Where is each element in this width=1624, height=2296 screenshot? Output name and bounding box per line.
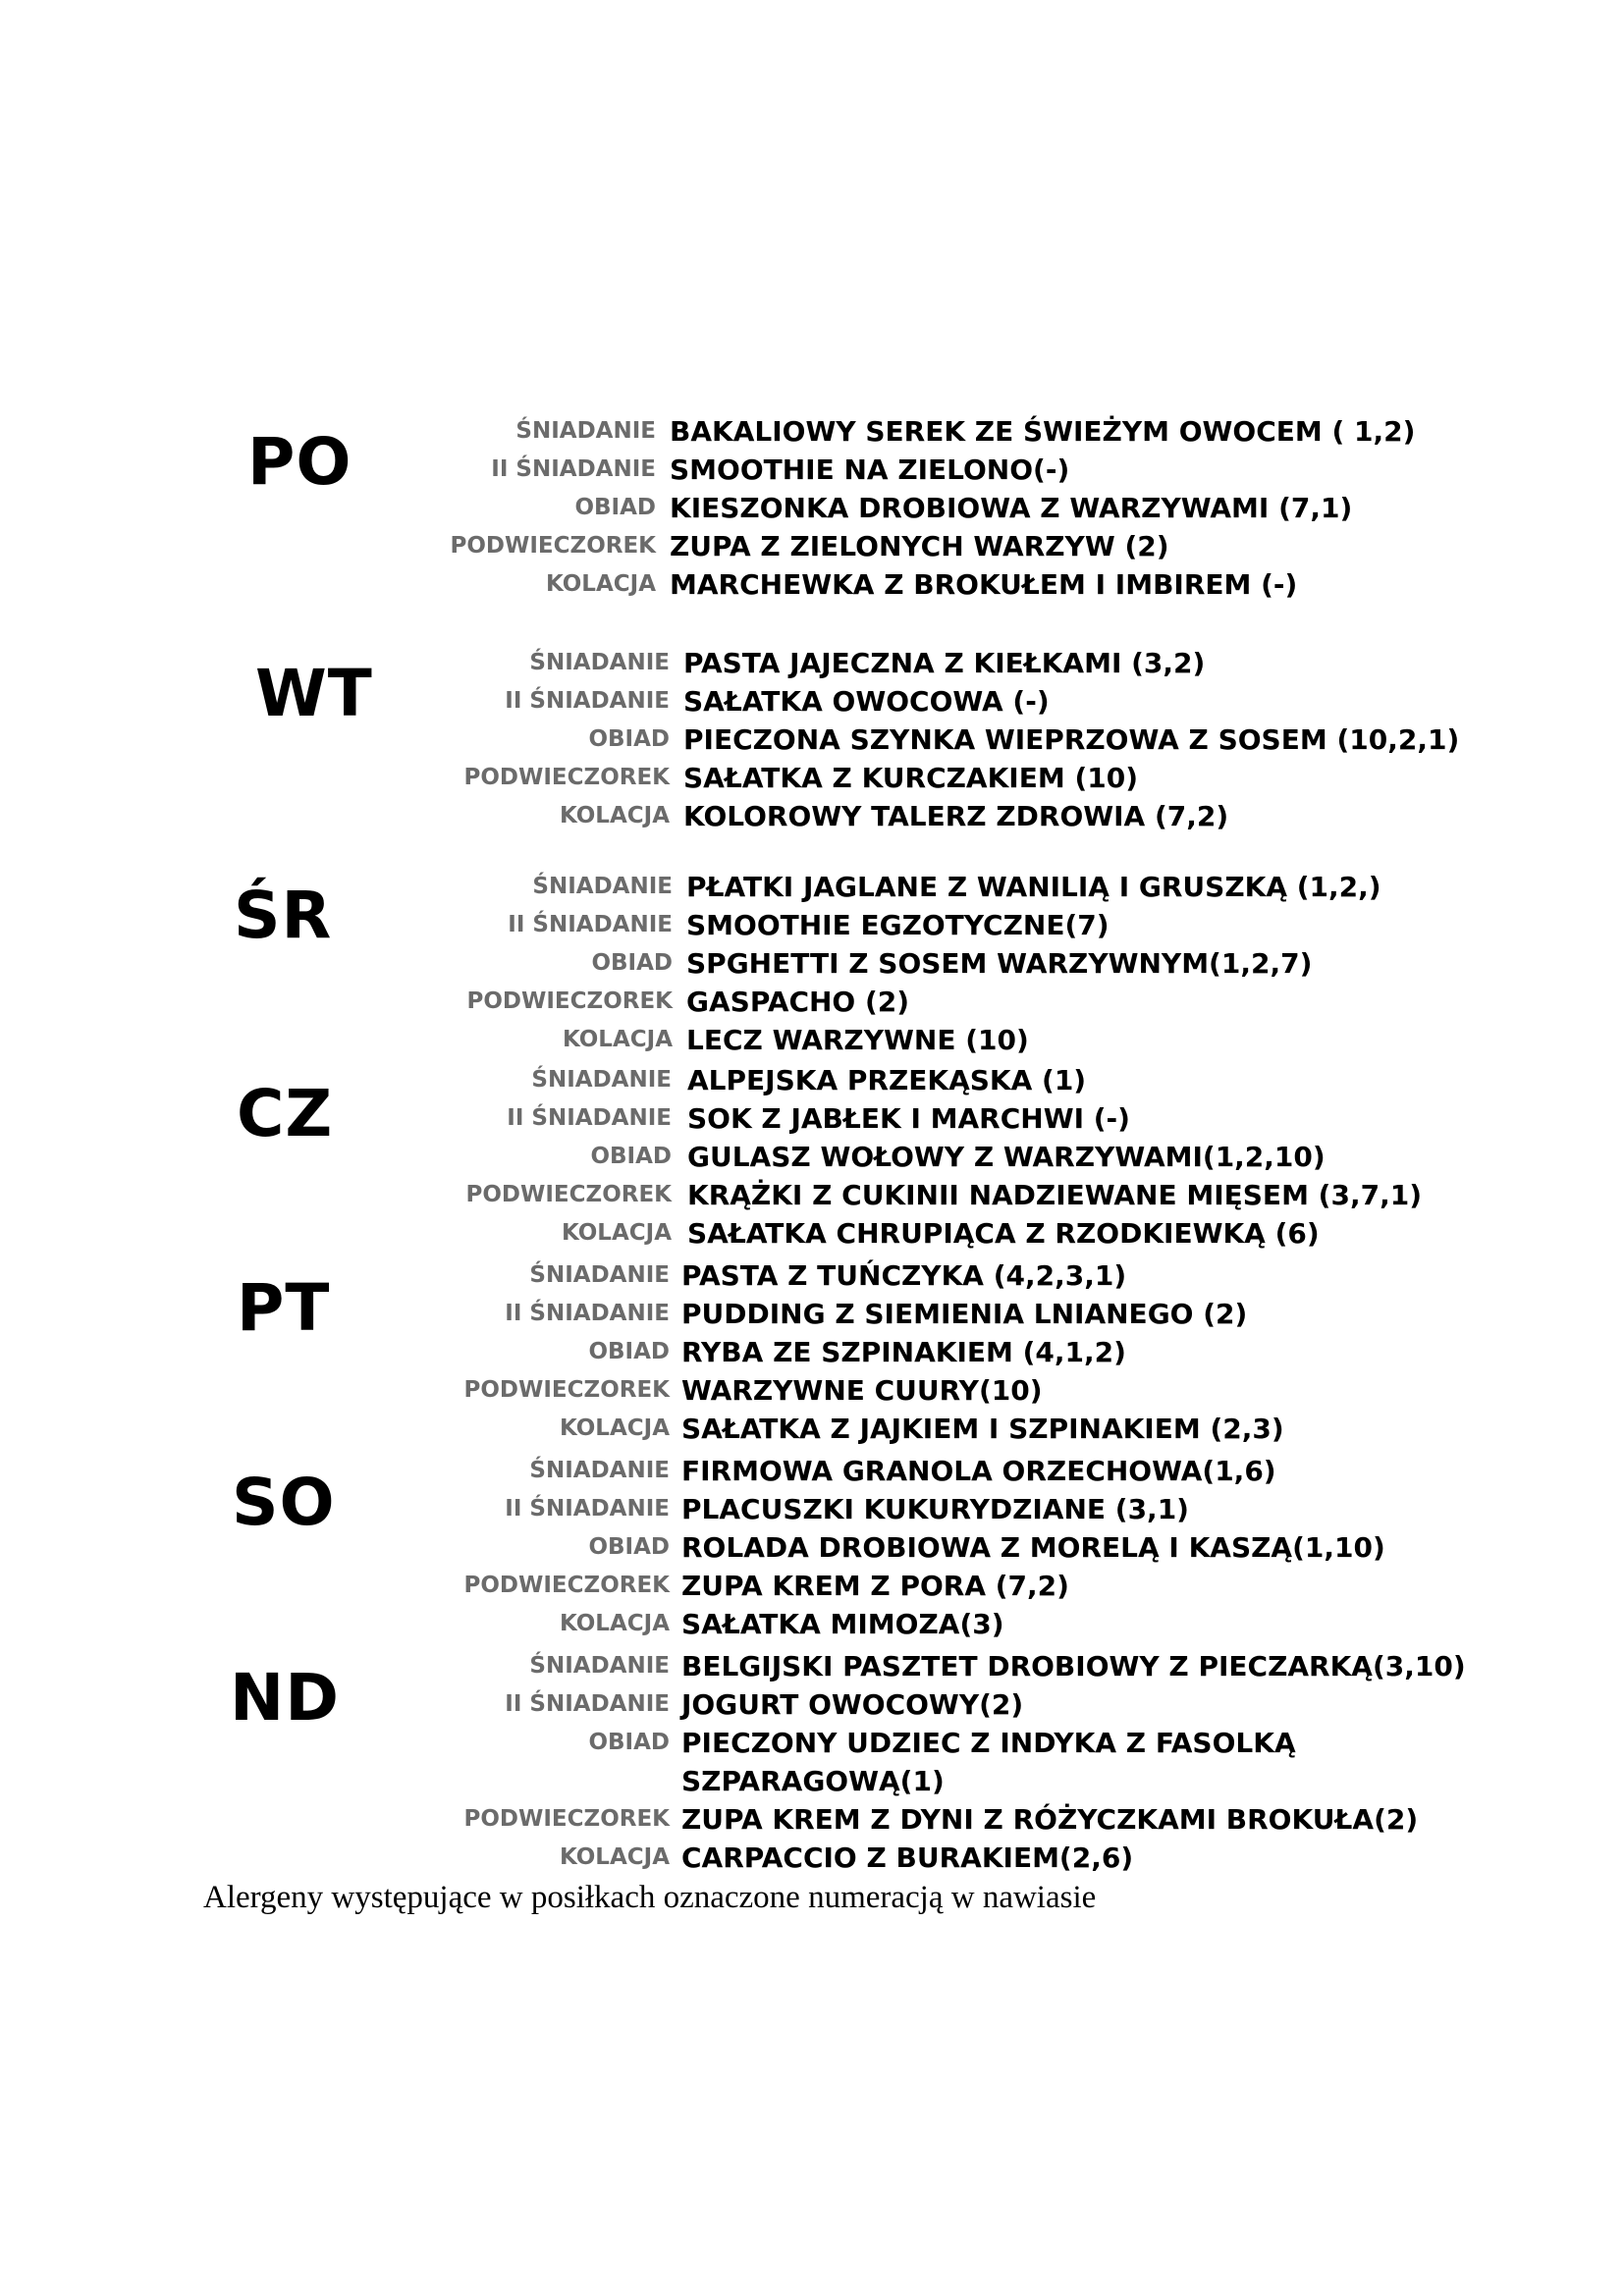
meal-row [0,1410,1624,1448]
meal-row [0,1685,1624,1724]
meal-dish: ZUPA KREM Z PORA (7,2) [681,1570,1069,1602]
meal-dish: SPGHETTI Z SOSEM WARZYWNYM(1,2,7) [686,947,1313,980]
meal-label: PODWIECZOREK [466,988,673,1014]
meal-row [0,759,1624,797]
meal-dish: SMOOTHIE EGZOTYCZNE(7) [686,909,1110,941]
meal-row [0,1724,1624,1762]
meal-row [0,797,1624,835]
meal-label: KOLACJA [562,1027,673,1052]
meal-label: OBIAD [574,495,656,520]
meal-label: OBIAD [588,1730,670,1755]
meal-dish: RYBA ZE SZPINAKIEM (4,1,2) [681,1336,1126,1368]
meal-dish: BELGIJSKI PASZTET DROBIOWY Z PIECZARKĄ(3,10) [681,1650,1466,1682]
meal-row [0,1490,1624,1528]
meal-row [0,451,1624,489]
meal-row [0,1839,1624,1877]
meal-row [0,1256,1624,1295]
meal-dish: PIECZONY UDZIEC Z INDYKA Z FASOLKĄ [681,1727,1296,1759]
meal-dish: SAŁATKA MIMOZA(3) [681,1608,1004,1640]
meal-dish: KIESZONKA DROBIOWA Z WARZYWAMI (7,1) [670,492,1353,524]
meal-label: ŚNIADANIE [532,874,673,899]
day-abbr: WT [255,656,373,731]
meal-label: ŚNIADANIE [529,1653,670,1679]
meal-row [0,1295,1624,1333]
meal-label: ŚNIADANIE [515,418,656,444]
meal-row [0,644,1624,682]
meal-dish: SAŁATKA Z JAJKIEM I SZPINAKIEM (2,3) [681,1413,1284,1445]
meal-row [0,983,1624,1021]
meal-label: OBIAD [588,1534,670,1560]
day-abbr: PT [237,1270,331,1346]
meal-label: KOLACJA [559,1844,670,1870]
meal-dish: PASTA Z TUŃCZYKA (4,2,3,1) [681,1259,1127,1292]
meal-dish: GASPACHO (2) [686,986,910,1018]
meal-row [0,1138,1624,1176]
meal-row [0,1333,1624,1371]
meal-dish: FIRMOWA GRANOLA ORZECHOWA(1,6) [681,1455,1276,1487]
meal-row [0,489,1624,527]
meal-label: KOLACJA [545,571,656,597]
meal-row [0,412,1624,451]
meal-label: KOLACJA [559,1611,670,1636]
meal-dish: GULASZ WOŁOWY Z WARZYWAMI(1,2,10) [687,1141,1326,1173]
meal-row [0,1061,1624,1099]
day-abbr: PO [247,424,352,500]
meal-label: OBIAD [588,1339,670,1364]
meal-row [0,1800,1624,1839]
meal-label: II ŚNIADANIE [505,1496,670,1522]
meal-label: ŚNIADANIE [531,1067,672,1093]
meal-label: KOLACJA [561,1220,672,1246]
meal-row [0,1647,1624,1685]
meal-dish: ZUPA Z ZIELONYCH WARZYW (2) [670,530,1169,562]
day-abbr: ŚR [234,878,333,953]
meal-dish: SAŁATKA CHRUPIĄCA Z RZODKIEWKĄ (6) [687,1217,1320,1250]
meal-dish: SAŁATKA OWOCOWA (-) [683,685,1050,718]
meal-row [0,1176,1624,1214]
meal-label: KOLACJA [559,803,670,828]
meal-dish: SOK Z JABŁEK I MARCHWI (-) [687,1102,1130,1135]
meal-label: II ŚNIADANIE [505,1691,670,1717]
meal-label: PODWIECZOREK [463,765,670,790]
meal-row-continuation [0,1762,1624,1800]
meal-dish: ROLADA DROBIOWA Z MORELĄ I KASZĄ(1,10) [681,1531,1385,1564]
meal-dish: PIECZONA SZYNKA WIEPRZOWA Z SOSEM (10,2,1) [683,723,1460,756]
meal-dish: KRĄŻKI Z CUKINII NADZIEWANE MIĘSEM (3,7,1) [687,1179,1422,1211]
meal-dish: PLACUSZKI KUKURYDZIANE (3,1) [681,1493,1189,1525]
meal-dish: PUDDING Z SIEMIENIA LNIANEGO (2) [681,1298,1248,1330]
meal-label: PODWIECZOREK [465,1182,672,1207]
meal-row [0,682,1624,721]
meal-row [0,868,1624,906]
meal-dish: KOLOROWY TALERZ ZDROWIA (7,2) [683,800,1229,832]
meal-label: II ŚNIADANIE [505,688,670,714]
meal-dish: BAKALIOWY SEREK ZE ŚWIEŻYM OWOCEM ( 1,2) [670,415,1416,448]
meal-label: OBIAD [588,726,670,752]
meal-label: ŚNIADANIE [529,650,670,675]
meal-dish: SAŁATKA Z KURCZAKIEM (10) [683,762,1139,794]
meal-dish: PASTA JAJECZNA Z KIEŁKAMI (3,2) [683,647,1206,679]
meal-row [0,565,1624,604]
meal-row [0,1099,1624,1138]
meal-row [0,527,1624,565]
meal-label: II ŚNIADANIE [507,1105,672,1131]
meal-dish: MARCHEWKA Z BROKUŁEM I IMBIREM (-) [670,568,1298,601]
meal-dish: PŁATKI JAGLANE Z WANILIĄ I GRUSZKĄ (1,2,) [686,871,1381,903]
meal-label: PODWIECZOREK [463,1806,670,1832]
meal-label: II ŚNIADANIE [508,912,673,937]
day-abbr: CZ [237,1076,334,1151]
meal-row [0,1021,1624,1059]
meal-row [0,1567,1624,1605]
meal-dish: LECZ WARZYWNE (10) [686,1024,1029,1056]
meal-row [0,1371,1624,1410]
meal-label: PODWIECZOREK [463,1573,670,1598]
allergen-note: Alergeny występujące w posiłkach oznaczone numeracją w nawiasie [203,1880,1097,1915]
day-abbr: ND [230,1660,341,1735]
meal-label: ŚNIADANIE [529,1262,670,1288]
meal-label: PODWIECZOREK [450,533,656,559]
meal-label: ŚNIADANIE [529,1458,670,1483]
meal-row [0,1452,1624,1490]
meal-row [0,944,1624,983]
meal-row [0,721,1624,759]
meal-label: OBIAD [591,950,673,976]
meal-label: II ŚNIADANIE [505,1301,670,1326]
meal-dish: JOGURT OWOCOWY(2) [681,1688,1024,1721]
meal-dish: ZUPA KREM Z DYNI Z RÓŻYCZKAMI BROKUŁA(2) [681,1803,1419,1836]
meal-dish-continuation: SZPARAGOWĄ(1) [681,1765,945,1797]
meal-dish: ALPEJSKA PRZEKĄSKA (1) [687,1064,1087,1096]
meal-row [0,1528,1624,1567]
meal-label: OBIAD [590,1144,672,1169]
meal-row [0,1605,1624,1643]
meal-dish: CARPACCIO Z BURAKIEM(2,6) [681,1842,1134,1874]
meal-label: II ŚNIADANIE [491,456,656,482]
meal-dish: SMOOTHIE NA ZIELONO(-) [670,454,1070,486]
meal-row [0,906,1624,944]
meal-row [0,1214,1624,1253]
meal-dish: WARZYWNE CUURY(10) [681,1374,1043,1407]
day-abbr: SO [232,1465,336,1540]
meal-label: PODWIECZOREK [463,1377,670,1403]
meal-label: KOLACJA [559,1415,670,1441]
